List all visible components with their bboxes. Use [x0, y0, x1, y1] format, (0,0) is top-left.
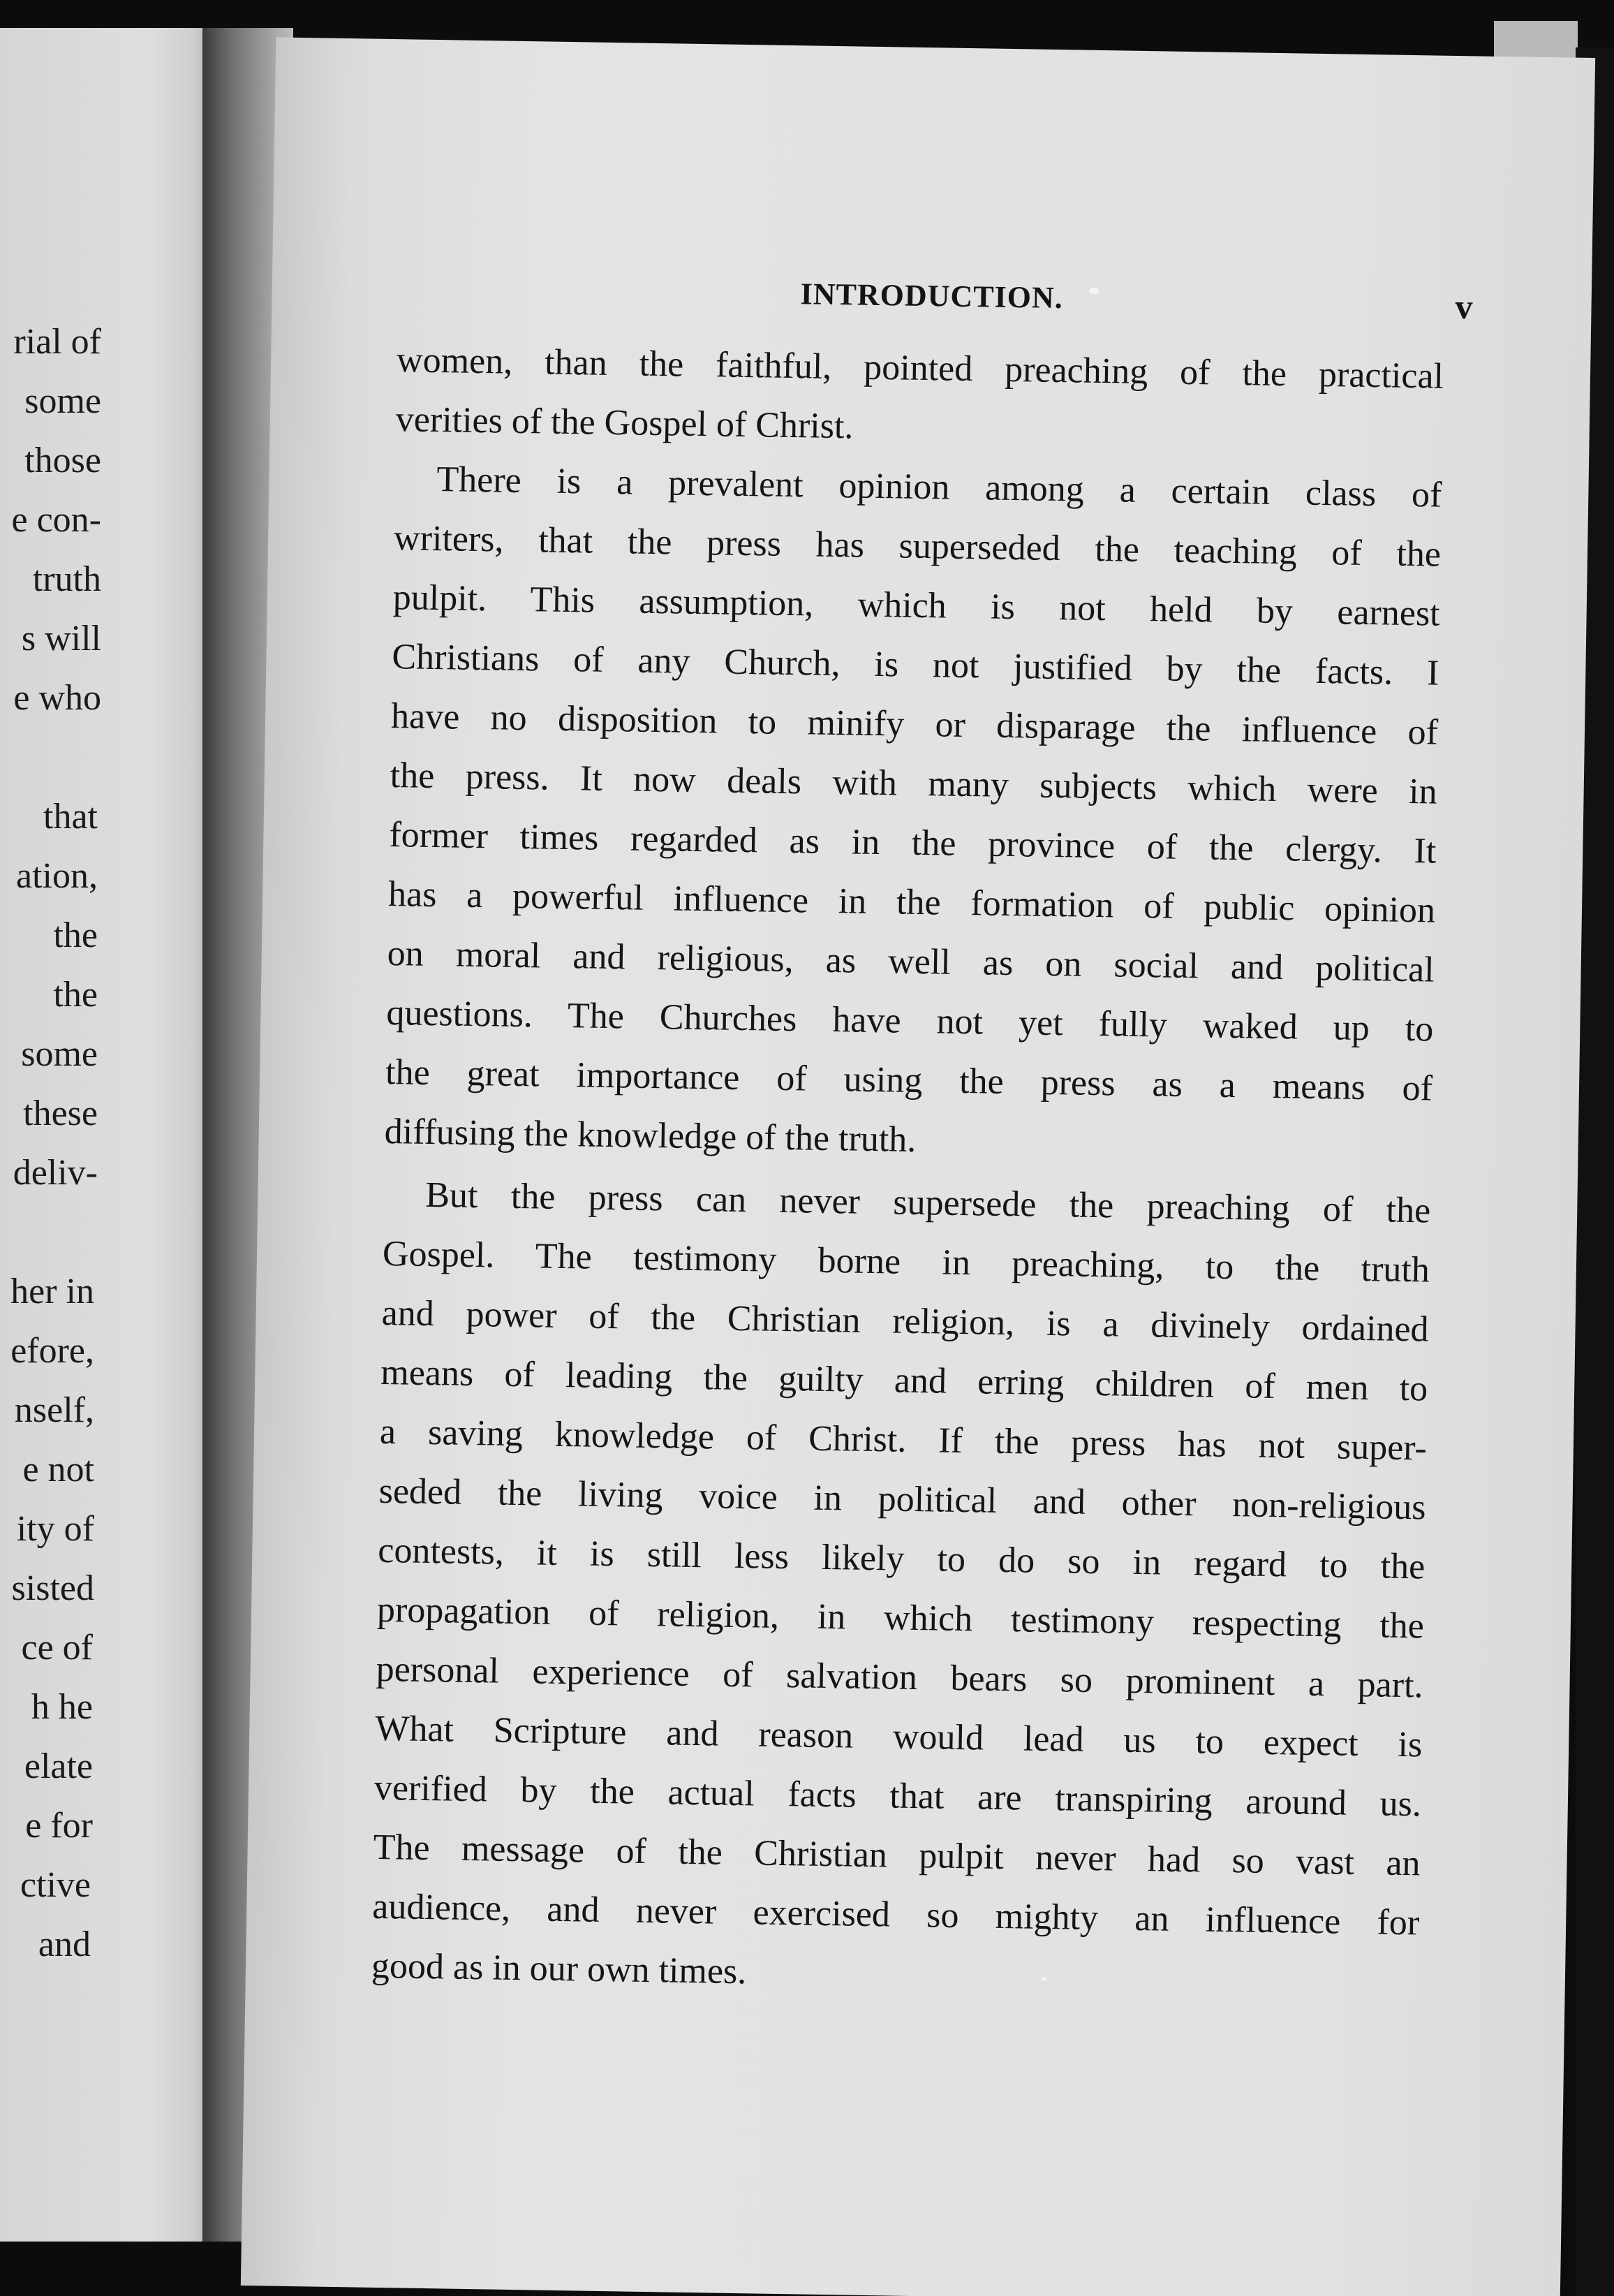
running-head: INTRODUCTION.: [800, 277, 1064, 316]
body-line: audience, and never exercised so mighty an influence for: [371, 1886, 1420, 1943]
body-line: seded the living voice in political and other non-religious: [378, 1471, 1426, 1528]
body-line: verified by the actual facts that are transpiring around us.: [373, 1767, 1422, 1825]
body-line: The message of the Christian pulpit never had so vast an: [373, 1827, 1421, 1884]
left-line: the: [53, 975, 98, 1015]
left-line: efore,: [10, 1331, 94, 1371]
right-page: [241, 37, 1595, 2296]
left-line: e con-: [11, 500, 101, 540]
left-line: ity of: [16, 1509, 94, 1549]
body-line: pulpit. This assumption, which is not held by earnest: [392, 577, 1441, 634]
body-line: the great importance of using the press as a means of: [385, 1052, 1433, 1109]
left-line: e who: [13, 678, 101, 718]
left-line: elate: [24, 1746, 93, 1786]
body-line: Gospel. The testimony borne in preaching, to the truth: [382, 1233, 1430, 1290]
left-line: sisted: [11, 1568, 94, 1608]
left-line: s will: [21, 619, 101, 658]
left-line: some: [21, 1034, 98, 1074]
left-page-fragment: [0, 28, 213, 2242]
body-line: good as in our own times.: [371, 1945, 747, 1992]
left-line: e for: [25, 1806, 93, 1846]
body-line: propagation of religion, in which testimony respecting the: [376, 1589, 1425, 1647]
body-line: personal experience of salvation bears so prominent a part.: [376, 1649, 1423, 1706]
body-line: former times regarded as in the province of the clergy. It: [389, 815, 1437, 871]
left-line: h he: [31, 1687, 93, 1727]
left-line: nself,: [14, 1390, 94, 1430]
body-line: a saving knowledge of Christ. If the press has not super-: [379, 1411, 1428, 1469]
left-line: the: [53, 915, 98, 955]
left-line: rial of: [13, 322, 101, 362]
body-line: verities of the Gospel of Christ.: [395, 399, 854, 447]
body-line: contests, it is still less likely to do so in regard to the: [377, 1530, 1426, 1587]
left-line: and: [38, 1925, 91, 1964]
left-line: that: [43, 797, 98, 837]
left-line: e not: [22, 1450, 94, 1489]
body-line: There is a prevalent opinion among a certain class of: [436, 459, 1442, 515]
body-line: have no disposition to minify or disparage the influence of: [390, 696, 1439, 753]
left-line: ce of: [21, 1628, 93, 1668]
left-line: ctive: [20, 1865, 91, 1905]
body-line: writers, that the press has superseded the teaching of the: [393, 518, 1442, 575]
body-line: has a powerful influence in the formation of public opinion: [387, 874, 1436, 931]
body-line: But the press can never supersede the preaching of the: [424, 1175, 1431, 1231]
body-line: the press. It now deals with many subjects which were in: [390, 756, 1438, 812]
body-line: What Scripture and reason would lead us to expect is: [374, 1708, 1423, 1765]
left-line: those: [24, 441, 101, 480]
body-line: means of leading the guilty and erring children of men to: [380, 1352, 1428, 1409]
left-line: deliv-: [13, 1153, 98, 1193]
left-line: these: [23, 1094, 98, 1133]
page-number: v: [1455, 286, 1473, 327]
body-line: and power of the Christian religion, is a divinely ordained: [381, 1293, 1429, 1350]
left-line: some: [24, 381, 101, 421]
left-line: truth: [32, 559, 101, 599]
left-line: her in: [10, 1272, 94, 1311]
body-line: women, than the faithful, pointed preaching of the practical: [396, 340, 1444, 397]
body-line: on moral and religious, as well as on social and political: [387, 934, 1435, 990]
body-line: Christians of any Church, is not justified by the facts. I: [392, 637, 1439, 693]
body-line: questions. The Churches have not yet fully waked up to: [386, 993, 1434, 1050]
body-line: diffusing the knowledge of the truth.: [384, 1111, 917, 1160]
film-speck: [1042, 1977, 1047, 1981]
left-line: ation,: [16, 856, 98, 896]
film-speck: [1089, 288, 1099, 295]
